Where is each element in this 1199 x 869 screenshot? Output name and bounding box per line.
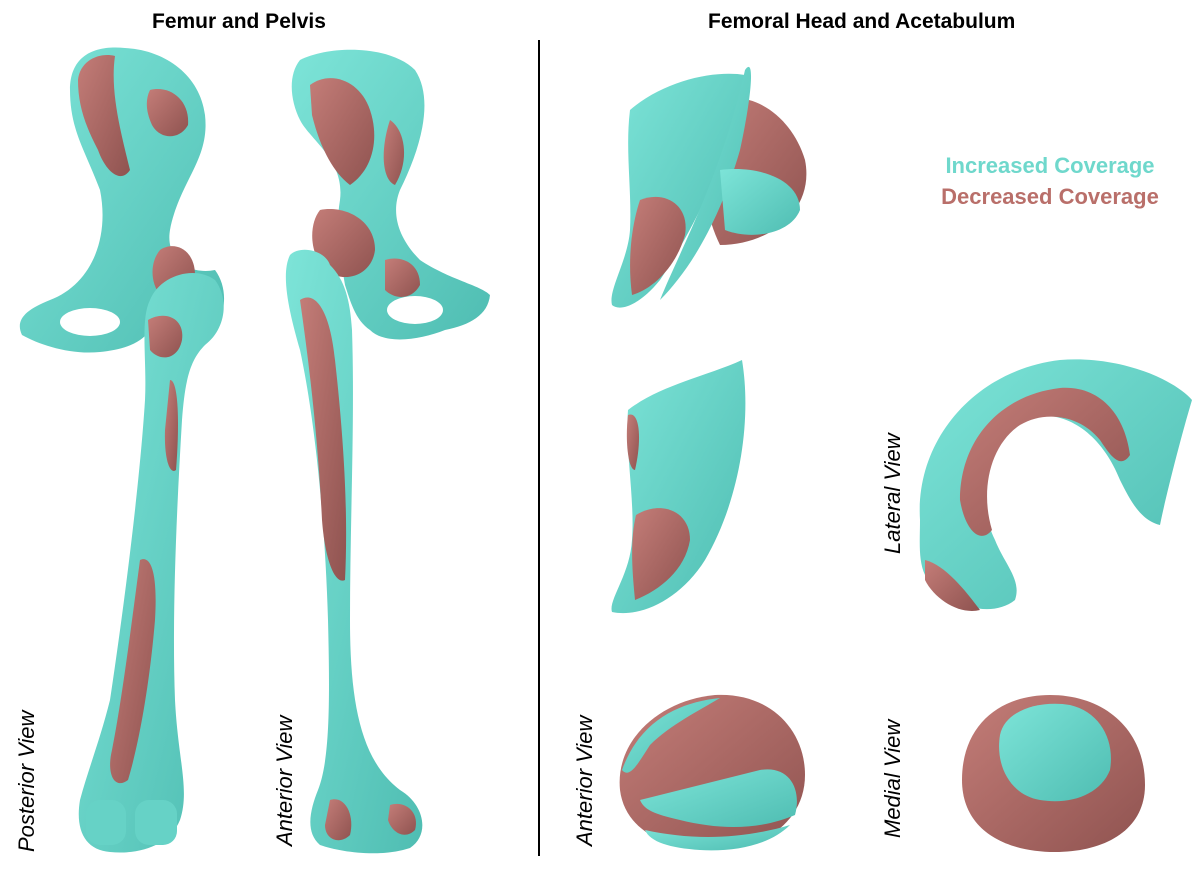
anterior-view-label-right: Anterior View — [572, 715, 597, 846]
posterior-view-label: Posterior View — [14, 710, 39, 852]
femoral-head-anterior-view — [620, 695, 805, 850]
acetabulum-lateral-view — [920, 359, 1192, 611]
medial-view-label: Medial View — [880, 719, 905, 838]
femur-pelvis-heading: Femur and Pelvis — [152, 10, 326, 33]
femoral-head-medial-view — [962, 695, 1145, 852]
posterior-femur — [79, 273, 224, 853]
acetabulum-anterior-view — [612, 360, 746, 613]
head-acetabulum-heading: Femoral Head and Acetabulum — [708, 10, 1016, 33]
anterior-view-label-left: Anterior View — [272, 715, 297, 846]
anterior-femur — [286, 250, 422, 853]
legend-increased: Increased Coverage — [945, 153, 1155, 178]
acetabulum-oblique-view — [611, 67, 806, 308]
legend-decreased: Decreased Coverage — [941, 184, 1159, 209]
lateral-view-label: Lateral View — [880, 433, 905, 554]
